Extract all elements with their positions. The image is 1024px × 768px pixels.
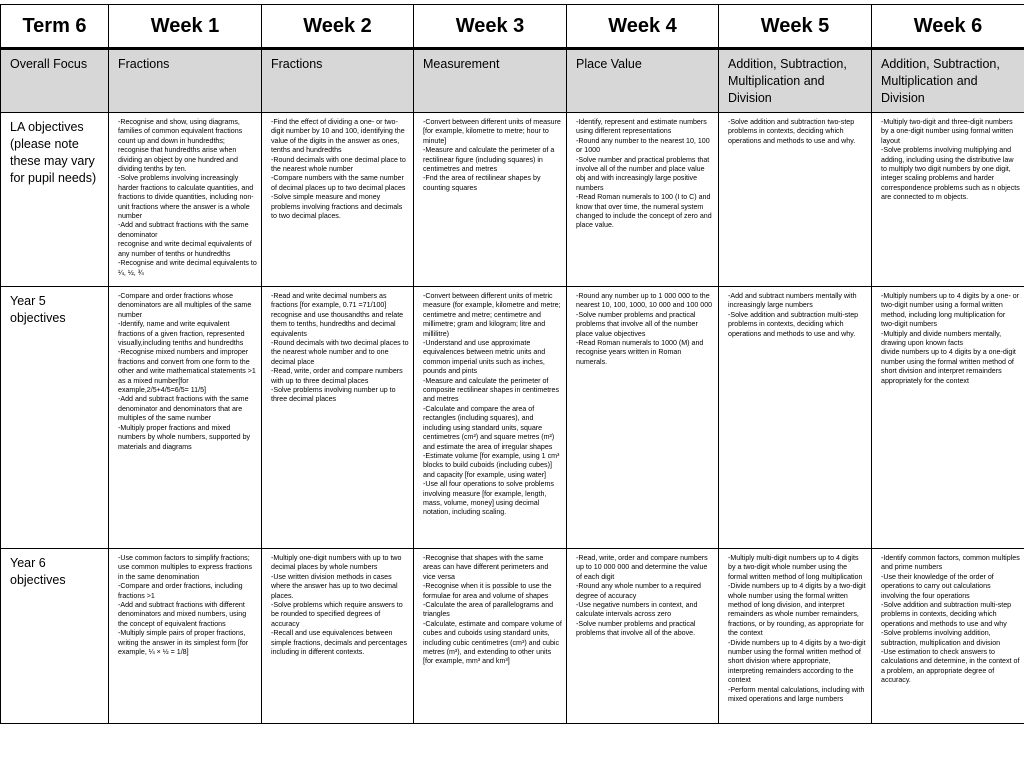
la-week-3: -Convert between different units of measure [for example, kilometre to metre; hour to minute] -Measure and calculate the perimeter of a rectilinear figure (including squares) in centimetres and metres -Fnd the area of rectilinear shapes by counting squares <box>414 113 567 287</box>
la-week-1: -Recognise and show, using diagrams, families of common equivalent fractions count up and down in hundredths; recognise that hundredths arise when dividing an object by one hundred and dividing tenths by ten. -Solve problems involving increasingly harder fractions to calculate quantities, and fractions to divide quantities, including non-unit fractions where the answer is a whole number -Add and subtract fractions with the same denominator recognise and write decimal equivalents of any number of tenths or hundredths -Recognise and write decimal equivalents to ¼, ½, ¾ <box>109 113 262 287</box>
y5-week-6: -Multiply numbers up to 4 digits by a one- or two-digit number using a formal written method, including long multiplication for two-digit numbers -Multiply and divide numbers mentally, drawing upon known facts divide numbers up to 4 digits by a one-digit number using the formal written method of short division and interpret remainders appropriately for the context <box>872 287 1024 549</box>
week-1-header: Week 1 <box>109 5 262 49</box>
week-4-header: Week 4 <box>567 5 719 49</box>
la-objectives-label: LA objectives (please note these may vary for pupil needs) <box>1 113 109 287</box>
week-2-header: Week 2 <box>262 5 414 49</box>
term-plan-table <box>0 4 1024 724</box>
la-objectives-row <box>1 113 1024 287</box>
year-5-objectives-row <box>1 287 1024 549</box>
y6-week-1: -Use common factors to simplify fractions; use common multiples to express fractions in the same denomination -Compare and order fractions, including fractions >1 -Add and subtract fractions with different denominators and mixed numbers, using the concept of equivalent fractions -Multiply simple pairs of proper fractions, writing the answer in its simplest form [for example, ¼ × ½ = 1/8] <box>109 549 262 724</box>
y5-week-1: -Compare and order fractions whose denominators are all multiples of the same number -Identify, name and write equivalent fractions of a given fraction, represented visually,including tenths and hundredths -Recognise mixed numbers and improper fractions and convert from one form to the other and write mathematical statements >1 as a mixed number[for example,2/5+4/5=6/5= 11/5] -Add and subtract fractions with the same denominator and denominators that are multiples of the same number -Multiply proper fractions and mixed numbers by whole numbers, supported by materials and diagrams <box>109 287 262 549</box>
y5-week-3: -Convert between different units of metric measure (for example, kilometre and metre; centimetre and metre; centimetre and millimetre; gram and kilogram; litre and millilitre) -Understand and use approximate equivalences between metric units and common imperial units such as inches, pounds and pints -Measure and calculate the perimeter of composite rectilinear shapes in centimetres and metres -Calculate and compare the area of rectangles (including squares), and including using standard units, square centimetres (cm²) and square metres (m²) and estimate the area of irregular shapes -Estimate volume [for example, using 1 cm³ blocks to build cuboids (including cubes)] and capacity [for example, using water] -Use all four operations to solve problems involving measure [for example, length, mass, volume, money] using decimal notation, including scaling. <box>414 287 567 549</box>
y6-week-2: -Multiply one-digit numbers with up to two decimal places by whole numbers -Use written division methods in cases where the answer has up to two decimal places. -Solve problems which require answers to be rounded to specified degrees of accuracy -Recall and use equivalences between simple fractions, decimals and percentages including in different contexts. <box>262 549 414 724</box>
focus-week-5: Addition, Subtraction, Multiplication and Division <box>719 49 872 113</box>
term-header: Term 6 <box>1 5 109 49</box>
year-6-objectives-row <box>1 549 1024 724</box>
week-3-header: Week 3 <box>414 5 567 49</box>
y5-week-4: -Round any number up to 1 000 000 to the nearest 10, 100, 1000, 10 000 and 100 000 -Solve number problems and practical problems that involve all of the number place value objectives -Read Roman numerals to 1000 (M) and recognise years written in Roman numerals. <box>567 287 719 549</box>
y5-week-5: -Add and subtract numbers mentally with increasingly large numbers -Solve addition and subtraction multi-step problems in contexts, deciding which operations and methods to use and why. <box>719 287 872 549</box>
overall-focus-row <box>1 49 1024 113</box>
focus-week-2: Fractions <box>262 49 414 113</box>
la-week-2: -Find the effect of dividing a one- or two-digit number by 10 and 100, identifying the value of the digits in the answer as ones, tenths and hundredths -Round decimals with one decimal place to the nearest whole number -Compare numbers with the same number of decimal places up to two decimal places -Solve simple measure and money problems involving fractions and decimals to two decimal places. <box>262 113 414 287</box>
la-week-5: -Solve addition and subtraction two-step problems in contexts, deciding which operations and methods to use and why. <box>719 113 872 287</box>
y6-week-4: -Read, write, order and compare numbers up to 10 000 000 and determine the value of each digit -Round any whole number to a required degree of accuracy -Use negative numbers in context, and calculate intervals across zero -Solve number problems and practical problems that involve all of the above. <box>567 549 719 724</box>
y6-week-3: -Recognise that shapes with the same areas can have different perimeters and vice versa -Recognise when it is possible to use the formulae for area and volume of shapes -Calculate the area of parallelograms and triangles -Calculate, estimate and compare volume of cubes and cuboids using standard units, including cubic centimetres (cm³) and cubic metres (m³), and extending to other units [for example, mm³ and km³] <box>414 549 567 724</box>
y6-week-5: -Multiply multi-digit numbers up to 4 digits by a two-digit whole number using the formal written method of long multiplication -Divide numbers up to 4 digits by a two-digit whole number using the formal written method of long division, and interpret remainders as whole number remainders, fractions, or by rounding, as appropriate for the context -Divide numbers up to 4 digits by a two-digit number using the formal written method of short division where appropriate, interpreting remainders according to the context -Perform mental calculations, including with mixed operations and large numbers <box>719 549 872 724</box>
focus-week-1: Fractions <box>109 49 262 113</box>
y5-week-2: -Read and write decimal numbers as fractions [for example, 0.71 =71/100] recognise and use thousandths and relate them to tenths, hundredths and decimal equivalents -Round decimals with two decimal places to the nearest whole number and to one decimal place -Read, write, order and compare numbers with up to three decimal places -Solve problems involving number up to three decimal places <box>262 287 414 549</box>
year-6-objectives-label: Year 6 objectives <box>1 549 109 724</box>
focus-week-3: Measurement <box>414 49 567 113</box>
week-5-header: Week 5 <box>719 5 872 49</box>
focus-week-6: Addition, Subtraction, Multiplication and Division <box>872 49 1024 113</box>
focus-week-4: Place Value <box>567 49 719 113</box>
overall-focus-label: Overall Focus <box>1 49 109 113</box>
la-week-4: -Identify, represent and estimate numbers using different representations -Round any number to the nearest 10, 100 or 1000 -Solve number and practical problems that involve all of the number and place value obj and with increasingly large positive numbers -Read Roman numerals to 100 (I to C) and know that over time, the numeral system changed to include the concept of zero and place value. <box>567 113 719 287</box>
y6-week-6: -Identify common factors, common multiples and prime numbers -Use their knowledge of the order of operations to carry out calculations involving the four operations -Solve addition and subtraction multi-step problems in contexts, deciding which operations and methods to use and why -Solve problems involving addition, subtraction, multiplication and division -Use estimation to check answers to calculations and determine, in the context of a problem, an appropriate degree of accuracy. <box>872 549 1024 724</box>
year-5-objectives-label: Year 5 objectives <box>1 287 109 549</box>
la-week-6: -Multiply two-digit and three-digit numbers by a one-digit number using formal written layout -Solve problems involving multiplying and adding, including using the distributive law to multiply two digit numbers by one digit, integer scaling problems and harder correspondence problems such as n objects are connected to m objects. <box>872 113 1024 287</box>
header-row <box>1 5 1024 49</box>
week-6-header: Week 6 <box>872 5 1024 49</box>
